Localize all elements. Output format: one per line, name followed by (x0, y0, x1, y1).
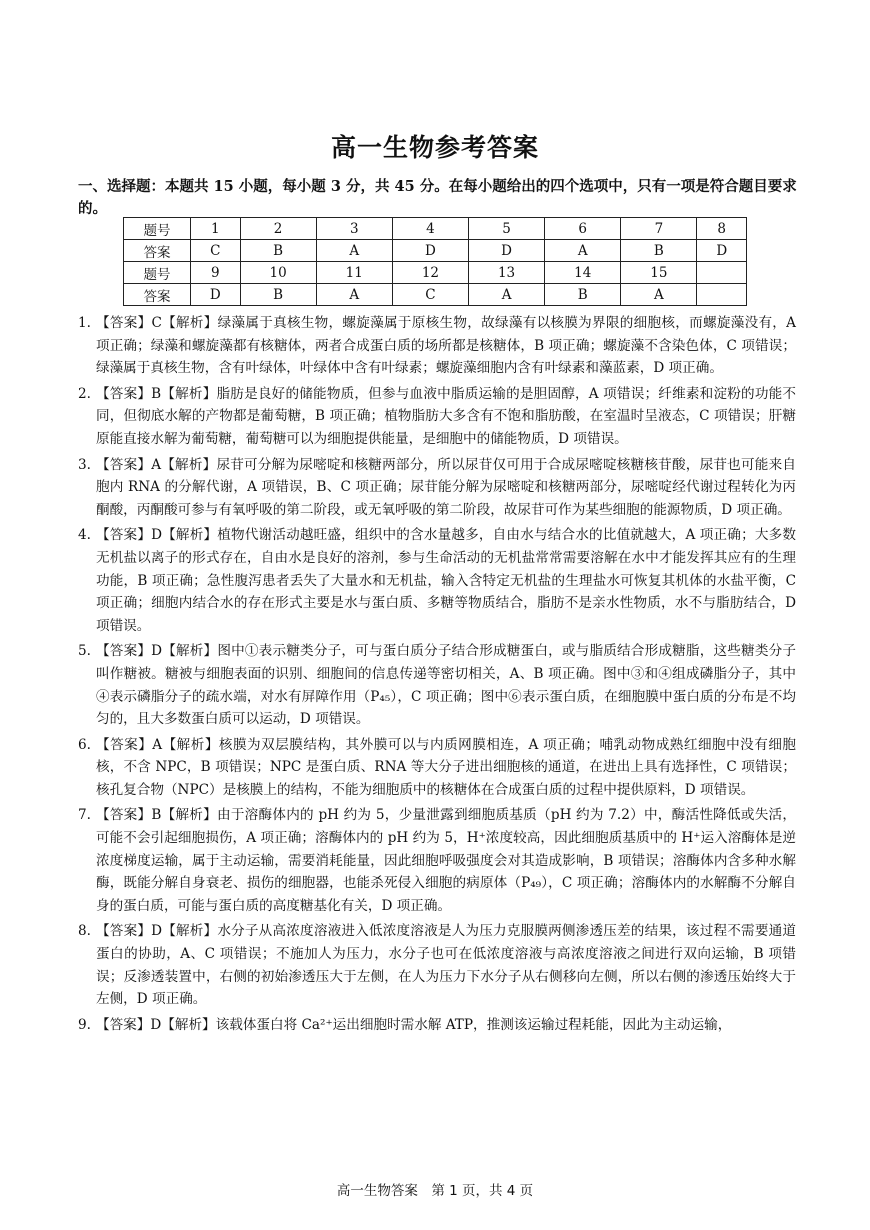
table-cell: 题号 (124, 218, 191, 240)
table-cell: 6 (545, 218, 621, 240)
item-text: 【答案】B【解析】脂肪是良好的储能物质，但参与血液中脂质运输的是胆固醇，A 项错误；纤维素和淀粉的功能不同，但彻底水解的产物都是葡萄糖，B 项正确；植物脂肪大多含有不饱和脂肪酸，在室温时呈液态，C 项错误；肝糖原能直接水解为葡萄糖，葡萄糖可以为细胞提供能量，是细胞中的储能物质，D 项错误。 (96, 385, 796, 447)
table-cell: 11 (316, 262, 392, 284)
table-cell: 答案 (124, 284, 191, 306)
table-cell: B (621, 240, 697, 262)
table-row (124, 262, 747, 284)
item-text: 【答案】D【解析】水分子从高浓度溶液进入低浓度溶液是人为压力克服膜两侧渗透压差的结果，该过程不需要通道蛋白的协助，A、C 项错误；不施加人为压力，水分子也可在低浓度溶液与高浓度溶液之间进行双向运输，B 项错误；反渗透装置中，右侧的初始渗透压大于左侧，在人为压力下水分子从右侧移向左侧，所以右侧的渗透压始终大于左侧，D 项正确。 (96, 923, 796, 1008)
table-cell (697, 284, 747, 306)
list-item (78, 1014, 796, 1037)
table-row (124, 218, 747, 240)
table-cell: 13 (468, 262, 544, 284)
item-number: 3. (78, 456, 91, 473)
item-text: 【答案】C【解析】绿藻属于真核生物，螺旋藻属于原核生物，故绿藻有以核膜为界限的细胞核，而螺旋藻没有，A 项正确；绿藻和螺旋藻都有核糖体，两者合成蛋白质的场所都是核糖体，B 项正确；螺旋藻不含染色体，C 项错误；绿藻属于真核生物，含有叶绿体，叶绿体中含有叶绿素；螺旋藻细胞内含有叶绿素和藻蓝素，D 项正确。 (96, 315, 796, 377)
item-number: 2. (78, 385, 91, 402)
item-text: 【答案】D【解析】图中①表示糖类分子，可与蛋白质分子结合形成糖蛋白，或与脂质结合形成糖脂，这些糖类分子叫作糖被。糖被与细胞表面的识别、细胞间的信息传递等密切相关，A、B 项正确。图中③和④组成磷脂分子，其中④表示磷脂分子的疏水端，对水有屏障作用（P₄₅），C 项正确；图中⑥表示蛋白质，在细胞膜中蛋白质的分布是不均匀的，且大多数蛋白质可以运动，D 项错误。 (96, 643, 796, 728)
table-cell: A (316, 284, 392, 306)
item-text: 【答案】A【解析】尿苷可分解为尿嘧啶和核糖两部分，所以尿苷仅可用于合成尿嘧啶核糖核苷酸，尿苷也可能来自胞内 RNA 的分解代谢，A 项错误，B、C 项正确；尿苷能分解为尿嘧啶和核糖两部分，尿嘧啶经代谢过程转化为丙酮酸，丙酮酸可参与有氧呼吸的第二阶段，或无氧呼吸的第二阶段，故尿苷可作为某些细胞的能源物质，D 项正确。 (96, 456, 796, 518)
table-cell: C (191, 240, 241, 262)
table-cell: D (191, 284, 241, 306)
list-item (78, 640, 796, 730)
list-item (78, 734, 796, 802)
table-cell: 4 (392, 218, 468, 240)
table-cell: D (392, 240, 468, 262)
table-cell: B (240, 284, 316, 306)
item-text: 【答案】D【解析】植物代谢活动越旺盛，组织中的含水量越多，自由水与结合水的比值就越大，A 项正确；大多数无机盐以离子的形式存在，自由水是良好的溶剂，参与生命活动的无机盐常常需要溶解在水中才能发挥其应有的生理功能，B 项正确；急性腹泻患者丢失了大量水和无机盐，输入含特定无机盐的生理盐水可恢复其机体的水盐平衡，C 项正确；细胞内结合水的存在形式主要是水与蛋白质、多糖等物质结合，脂肪不是亲水性物质，水不与脂肪结合，D 项错误。 (96, 527, 796, 634)
table-cell: 14 (545, 262, 621, 284)
table-cell: 3 (316, 218, 392, 240)
item-number: 4. (78, 527, 91, 544)
item-number: 6. (78, 736, 91, 753)
table-cell: B (240, 240, 316, 262)
item-text: 【答案】B【解析】由于溶酶体内的 pH 约为 5，少量泄露到细胞质基质（pH 约为 7.2）中，酶活性降低或失活，可能不会引起细胞损伤，A 项正确；溶酶体内的 pH 约为 5，H⁺浓度较高，因此细胞质基质中的 H⁺运入溶酶体是逆浓度梯度运输，属于主动运输，需要消耗能量，因此细胞呼吸强度会对其造成影响，B 项错误；溶酶体内含多种水解酶，既能分解自身衰老、损伤的细胞器，也能杀死侵入细胞的病原体（P₄₉），C 项正确；溶酶体内的水解酶不分解自身的蛋白质，可能与蛋白质的高度糖基化有关，D 项正确。 (96, 807, 796, 914)
table-cell: 8 (697, 218, 747, 240)
table-row (124, 284, 747, 306)
item-number: 5. (78, 643, 91, 660)
answer-table (123, 217, 747, 306)
table-cell: 10 (240, 262, 316, 284)
item-text: 【答案】D【解析】该载体蛋白将 Ca²⁺运出细胞时需水解 ATP，推测该运输过程耗能，因此为主动运输， (96, 1016, 732, 1033)
item-number: 9. (78, 1016, 91, 1033)
item-number: 8. (78, 923, 91, 940)
table-cell: A (468, 284, 544, 306)
table-cell: D (468, 240, 544, 262)
page-title: 高一生物参考答案 (330, 133, 539, 162)
table-cell: 12 (392, 262, 468, 284)
answer-explanations (78, 312, 796, 1039)
table-cell: A (316, 240, 392, 262)
table-cell: 1 (191, 218, 241, 240)
item-text: 【答案】A【解析】核膜为双层膜结构，其外膜可以与内质网膜相连，A 项正确；哺乳动物成熟红细胞中没有细胞核，不含 NPC，B 项错误；NPC 是蛋白质、RNA 等大分子进出细胞核的通道，在进出上具有选择性，C 项错误；核孔复合物（NPC）是核膜上的结构，不能为细胞质中的核糖体在合成蛋白质的过程中提供原料，D 项错误。 (96, 736, 796, 798)
table-cell: A (545, 240, 621, 262)
item-number: 1. (78, 315, 91, 331)
table-cell: 答案 (124, 240, 191, 262)
table-cell: 5 (468, 218, 544, 240)
table-cell: C (392, 284, 468, 306)
page-footer: 高一生物答案 第 1 页，共 4 页 (336, 1183, 534, 1199)
table-cell: B (545, 284, 621, 306)
list-item (78, 920, 796, 1010)
table-cell: 15 (621, 262, 697, 284)
list-item (78, 804, 796, 917)
list-item (78, 383, 796, 451)
table-cell: A (621, 284, 697, 306)
table-row (124, 240, 747, 262)
table-cell: 题号 (124, 262, 191, 284)
table-cell: 9 (191, 262, 241, 284)
list-item (78, 454, 796, 522)
list-item (78, 524, 796, 637)
table-cell: 7 (621, 218, 697, 240)
item-number: 7. (78, 807, 91, 824)
table-cell (697, 262, 747, 284)
list-item (78, 312, 796, 380)
table-cell: D (697, 240, 747, 262)
section-heading: 一、选择题：本题共 15 小题，每小题 3 分，共 45 分。在每小题给出的四个选项中，只有一项是符合题目要求的。 (78, 178, 797, 217)
table-cell: 2 (240, 218, 316, 240)
